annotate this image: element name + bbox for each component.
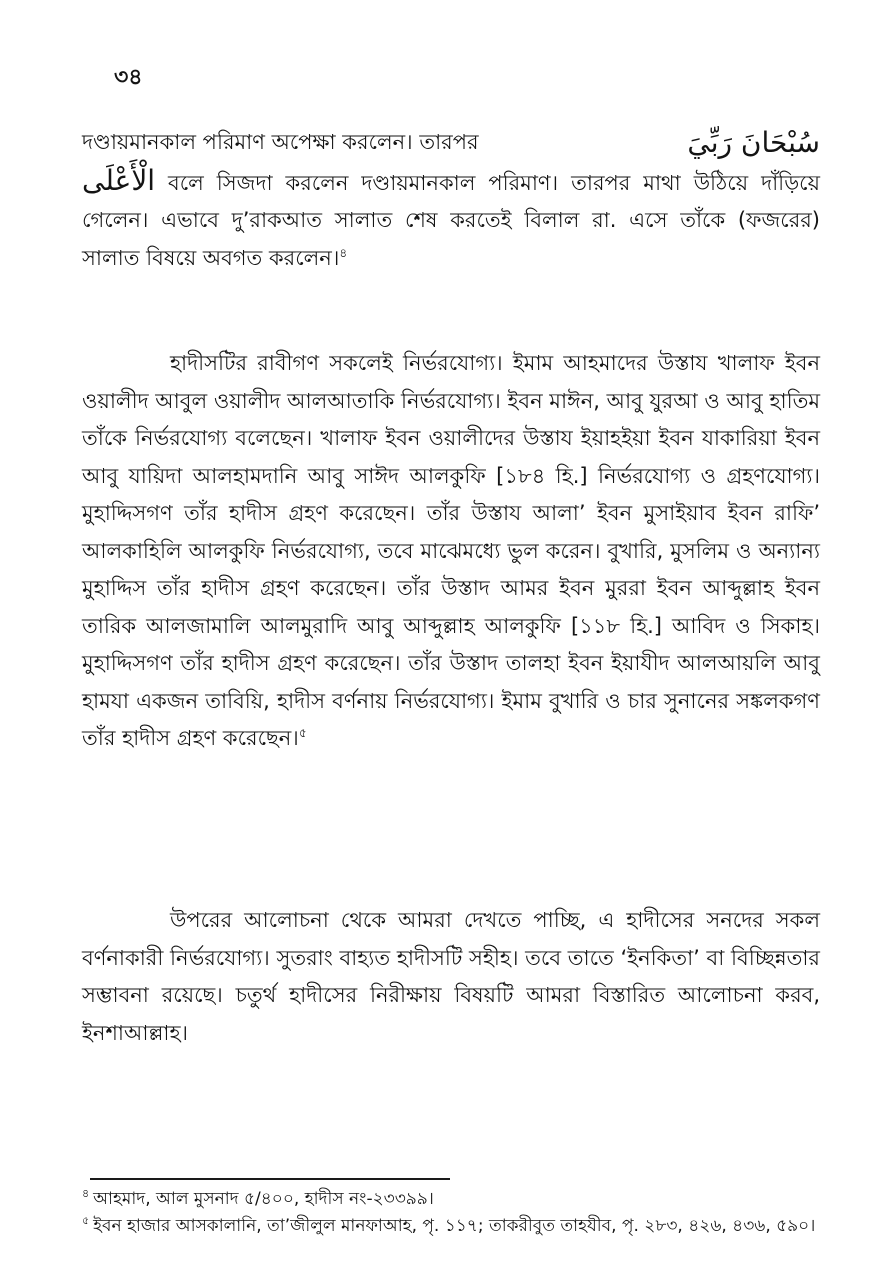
page-number: ৩৪ xyxy=(114,65,143,90)
footnote-4-number: ৪ xyxy=(82,1187,90,1201)
footnote-ref-4[interactable]: ৪ xyxy=(339,245,348,260)
paragraph-1 xyxy=(82,124,820,277)
footnote-5-number: ৫ xyxy=(82,1214,90,1228)
footnotes xyxy=(82,1186,822,1240)
paragraph-3-text: উপরের আলোচনা থেকে আমরা দেখতে পাচ্ছি, এ হাদীসের সনদের সকল বর্ণনাকারী নির্ভরযোগ্য। সুতরাং বাহ্যত হাদীসটি সহীহ। তবে তাতে ‘ইনকিতা’ বা বিচ্ছিন্নতার সম্ভাবনা রয়েছে। চতুর্থ হাদীসের নিরীক্ষায় বিষয়টি আমরা বিস্তারিত আলোচনা করব, ইনশাআল্লাহ। xyxy=(82,908,820,1045)
arabic-phrase-2: الْأَعْلَى xyxy=(82,163,156,197)
footnote-5 xyxy=(82,1213,822,1240)
paragraph-1-text-a: দণ্ডায়মানকাল পরিমাণ অপেক্ষা করলেন। তারপর xyxy=(82,130,479,154)
paragraph-2 xyxy=(82,345,820,758)
footnote-divider xyxy=(90,1178,450,1180)
footnote-4 xyxy=(82,1186,822,1213)
paragraph-1-text-b: বলে সিজদা করলেন দণ্ডায়মানকাল পরিমাণ। তারপর মাথা উঠিয়ে দাঁড়িয়ে গেলেন। এভাবে দু’রাকআত সালাত শেষ করতেই বিলাল রা. এসে তাঁকে (ফজরের) সালাত বিষয়ে অবগত করলেন। xyxy=(82,170,820,270)
footnote-5-text: ইবন হাজার আসকালানি, তা’জীলুল মানফাআহ, পৃ. ১১৭; তাকরীবুত তাহযীব, পৃ. ২৮৩, ৪২৬, ৪৩৬, ৫৯০। xyxy=(93,1216,816,1236)
arabic-phrase-1: سُبْحَانَ رَبِّيَ xyxy=(687,126,820,159)
paragraph-3 xyxy=(82,902,820,1052)
paragraph-2-text: হাদীসটির রাবীগণ সকলেই নির্ভরযোগ্য। ইমাম আহমাদের উস্তায খালাফ ইবন ওয়ালীদ আবুল ওয়ালীদ আলআতাকি নির্ভরযোগ্য। ইবন মাঈন, আবু যুরআ ও আবু হাতিম তাঁকে নির্ভরযোগ্য বলেছেন। খালাফ ইবন ওয়ালীদের উস্তায ইয়াহইয়া ইবন যাকারিয়া ইবন আবু যায়িদা আলহামদানি আবু সাঈদ আলকুফি [১৮৪ হি.] নির্ভরযোগ্য ও গ্রহণযোগ্য। মুহাদ্দিসগণ তাঁর হাদীস গ্রহণ করেছেন। তাঁর উস্তায আলা’ ইবন মুসাইয়াব ইবন রাফি’ আলকাহিলি আলকুফি নির্ভরযোগ্য, তবে মাঝেমধ্যে ভুল করেন। বুখারি, মুসলিম ও অন্যান্য মুহাদ্দিস তাঁর হাদীস গ্রহণ করেছেন। তাঁর উস্তাদ আমর ইবন মুররা ইবন আব্দুল্লাহ ইবন তারিক আলজামালি আলমুরাদি আবু আব্দুল্লাহ আলকুফি [১১৮ হি.] আবিদ ও সিকাহ। মুহাদ্দিসগণ তাঁর হাদীস গ্রহণ করেছেন। তাঁর উস্তাদ তালহা ইবন ইয়াযীদ আলআয়লি আবু হামযা একজন তাবিয়ি, হাদীস বর্ণনায় নির্ভরযোগ্য। ইমাম বুখারি ও চার সুনানের সঙ্কলকগণ তাঁর হাদীস গ্রহণ করেছেন। xyxy=(82,351,820,750)
footnote-4-text: আহমাদ, আল মুসনাদ ৫/৪০০, হাদীস নং-২৩৩৯৯। xyxy=(93,1189,434,1209)
footnote-ref-5[interactable]: ৫ xyxy=(298,726,307,740)
